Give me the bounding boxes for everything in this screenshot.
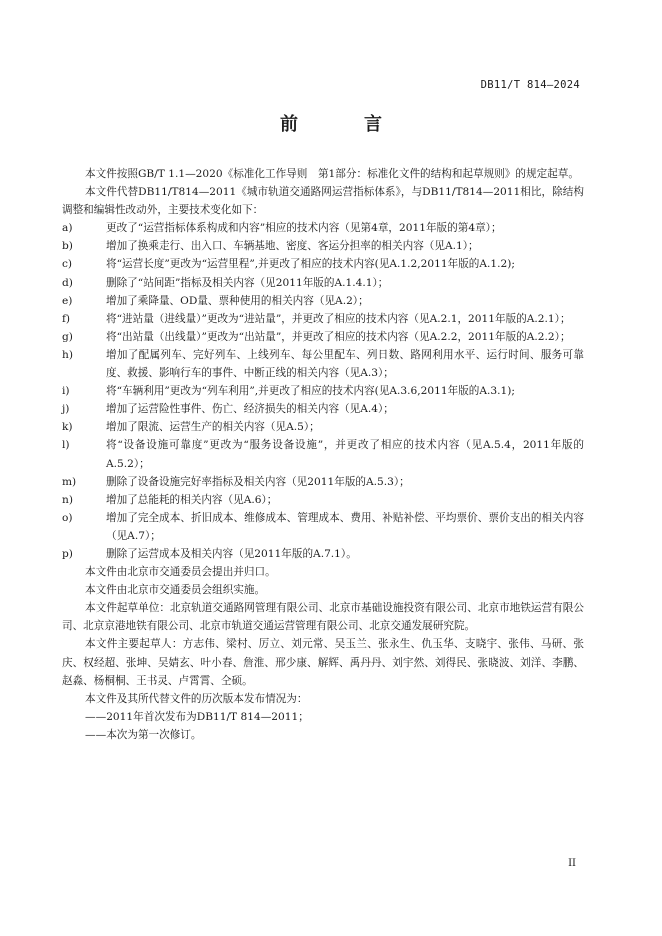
list-item-letter: m) bbox=[62, 475, 77, 488]
list-item-text: 将“运营长度”更改为“运营里程”,并更改了相应的技术内容(见A.1.2,2011年版的A.1.2); bbox=[106, 258, 515, 271]
list-item bbox=[62, 418, 584, 436]
list-item-text: 将“设备设施可靠度”更改为“服务设备设施”，并更改了相应的技术内容（见A.5.4，2011年版的A.5.2）； bbox=[106, 439, 584, 470]
paragraph-replacement: 本文件代替DB11/T814—2011《城市轨道交通路网运营指标体系》，与DB11/T814—2011相比，除结构调整和编辑性改动外，主要技术变化如下： bbox=[62, 186, 584, 217]
list-item-text: 将“车辆利用”更改为“列车利用”,并更改了相应的技术内容(见A.3.6,2011年版的A.3.1); bbox=[106, 385, 515, 398]
list-item-letter: a) bbox=[62, 222, 73, 235]
list-item-letter: o) bbox=[62, 511, 73, 524]
list-item-letter: b) bbox=[62, 240, 73, 253]
page-title: 前 言 bbox=[280, 114, 406, 135]
list-item-letter: h) bbox=[62, 348, 73, 361]
list-item-text: 增加了运营险性事件、伤亡、经济损失的相关内容（见A.4）； bbox=[106, 403, 394, 416]
paragraph-history-intro: 本文件及其所代替文件的历次版本发布情况为： bbox=[85, 692, 308, 705]
paragraph-drafting-basis: 本文件按照GB/T 1.1—2020《标准化工作导则 第1部分：标准化文件的结构和起草规则》的规定起草。 bbox=[85, 168, 579, 180]
paragraph-drafting-units: 本文件起草单位：北京轨道交通路网管理有限公司、北京市基础设施投资有限公司、北京市地铁运营有限公司、北京京港地铁有限公司、北京市轨道交通运营管理有限公司、北京交通发展研究院。 bbox=[62, 602, 584, 633]
list-item-letter: j) bbox=[62, 403, 70, 416]
list-item-text: 将“进站量（进线量）”更改为“进站量”，并更改了相应的技术内容（见A.2.1，2011年版的A.2.1）； bbox=[106, 312, 571, 325]
list-item-letter: g) bbox=[62, 330, 73, 343]
list-item bbox=[62, 545, 584, 563]
list-item-text: 更改了“运营指标体系构成和内容”相应的技术内容（见第4章，2011年版的第4章）； bbox=[106, 222, 502, 235]
list-item-text: 增加了完全成本、折旧成本、维修成本、管理成本、费用、补贴补偿、平均票价、票价支出的相关内容（见A.7）； bbox=[106, 511, 584, 542]
list-item-text: 将“出站量（出线量）”更改为“出站量”，并更改了相应的技术内容（见A.2.2，2011年版的A.2.2）； bbox=[106, 330, 571, 343]
list-item-text: 增加了配属列车、完好列车、上线列车、每公里配车、列日数、路网利用水平、运行时间、服务可靠度、救援、影响行车的事件、中断正线的相关内容（见A.3）； bbox=[106, 348, 584, 380]
list-item bbox=[62, 509, 584, 545]
list-item-text: 删除了“站间距”指标及相关内容（见2011年版的A.1.4.1）； bbox=[106, 276, 389, 289]
list-item-text: 增加了乘降量、OD量、票种使用的相关内容（见A.2）； bbox=[106, 294, 369, 307]
paragraph-organized-by: 本文件由北京市交通委员会组织实施。 bbox=[85, 584, 266, 597]
list-item bbox=[62, 219, 584, 237]
list-item-letter: i) bbox=[62, 385, 70, 398]
list-item bbox=[62, 274, 584, 292]
list-item-letter: c) bbox=[62, 258, 73, 271]
list-item bbox=[62, 491, 584, 509]
list-item-text: 增加了限流、运营生产的相关内容（见A.5）； bbox=[106, 421, 320, 434]
list-item bbox=[62, 473, 584, 491]
list-item bbox=[62, 255, 584, 273]
history-entry: ——本次为第一次修订。 bbox=[85, 728, 202, 741]
history-entry: ——2011年首次发布为DB11/T 814—2011； bbox=[85, 710, 309, 723]
list-item bbox=[62, 346, 584, 382]
list-item-text: 增加了总能耗的相关内容（见A.6）； bbox=[106, 493, 278, 506]
list-item-letter: l) bbox=[62, 439, 70, 452]
changes-list bbox=[62, 219, 584, 563]
list-item bbox=[62, 292, 584, 310]
list-item-text: 删除了运营成本及相关内容（见2011年版的A.7.1）。 bbox=[106, 547, 357, 560]
list-item-letter: f) bbox=[62, 312, 71, 325]
list-item bbox=[62, 382, 584, 400]
paragraph-proposed-by: 本文件由北京市交通委员会提出并归口。 bbox=[85, 566, 276, 579]
list-item-letter: n) bbox=[62, 493, 73, 506]
list-item bbox=[62, 328, 584, 346]
list-item-text: 增加了换乘走行、出入口、车辆基地、密度、客运分担率的相关内容（见A.1）； bbox=[106, 240, 479, 253]
list-item bbox=[62, 310, 584, 328]
paragraph-drafters: 本文件主要起草人：方志伟、梁村、厉立、刘元常、吴玉兰、张永生、仇玉华、支晓宇、张伟、马研、张庆、权经超、张坤、吴婧玄、叶小春、詹淮、邢少康、解辉、禹丹丹、刘宇然、刘得民、张晓波、刘洋、李鹏、赵淼、杨桐桐、王书灵、卢霄霄、仝硕。 bbox=[62, 638, 584, 687]
list-item-letter: p) bbox=[62, 547, 73, 560]
list-item bbox=[62, 400, 584, 418]
foreword-body bbox=[62, 165, 584, 744]
document-code: DB11/T 814—2024 bbox=[480, 79, 580, 91]
list-item bbox=[62, 436, 584, 472]
list-item-letter: e) bbox=[62, 294, 73, 307]
list-item-text: 删除了设备设施完好率指标及相关内容（见2011年版的A.5.3）； bbox=[106, 475, 410, 488]
list-item bbox=[62, 237, 584, 255]
list-item-letter: d) bbox=[62, 276, 73, 289]
page-number: II bbox=[568, 858, 576, 869]
list-item-letter: k) bbox=[62, 421, 73, 434]
